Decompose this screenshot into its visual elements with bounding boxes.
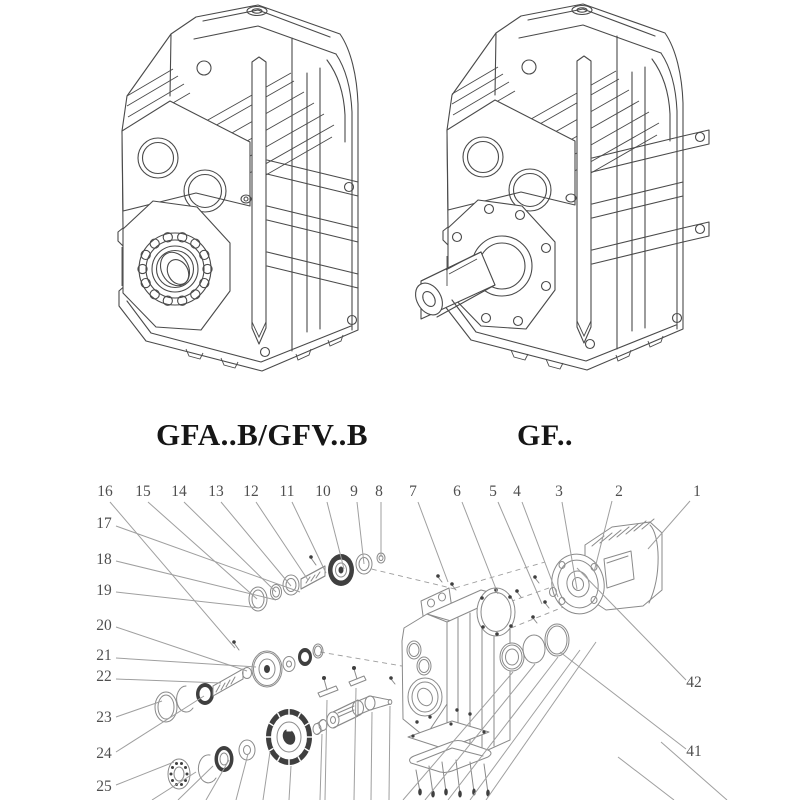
leader-line-1 <box>648 501 690 549</box>
gf-drawing <box>410 4 709 370</box>
callout-number-42: 42 <box>686 674 702 691</box>
right-model-label: GF.. <box>517 419 573 452</box>
gfa-gfv-drawing <box>118 5 358 371</box>
input-shaft-assembly <box>249 553 385 611</box>
shaft-keys <box>318 666 366 697</box>
callout-number-16: 16 <box>97 483 113 500</box>
leader-line-12 <box>256 502 308 580</box>
callout-number-20: 20 <box>96 617 112 634</box>
callout-number-3: 3 <box>555 483 563 500</box>
callout-number-12: 12 <box>243 483 259 500</box>
callout-number-17: 17 <box>96 515 112 532</box>
leader-line-6 <box>462 502 498 594</box>
leader-line-24 <box>116 696 204 752</box>
callout-number-11: 11 <box>279 483 295 500</box>
left-model-label: GFA..B/GFV..B <box>155 417 369 452</box>
leader-line-15 <box>148 502 257 599</box>
leader-line-21 <box>116 658 256 667</box>
leader-line-11 <box>292 502 326 573</box>
callout-number-10: 10 <box>315 483 331 500</box>
electric-motor <box>546 519 662 619</box>
leader-line-18 <box>116 561 276 600</box>
callout-number-9: 9 <box>350 483 358 500</box>
leader-line-41 <box>560 652 686 749</box>
leader-line-19 <box>116 592 259 608</box>
callout-number-13: 13 <box>208 483 224 500</box>
callout-number-15: 15 <box>135 483 151 500</box>
leader-line-25 <box>116 762 174 785</box>
leader-line-13 <box>221 502 291 586</box>
callout-number-7: 7 <box>409 483 417 500</box>
leader-line-20 <box>116 627 247 671</box>
callout-number-18: 18 <box>96 551 112 568</box>
leader-line-17 <box>116 526 300 592</box>
callout-number-41: 41 <box>686 743 702 760</box>
callout-number-5: 5 <box>489 483 497 500</box>
callout-number-24: 24 <box>96 745 112 762</box>
callout-number-23: 23 <box>96 709 112 726</box>
callout-number-1: 1 <box>693 483 701 500</box>
exploded-view <box>96 483 727 800</box>
callout-number-8: 8 <box>375 483 383 500</box>
callout-number-4: 4 <box>513 483 521 500</box>
callout-number-22: 22 <box>96 668 112 685</box>
callout-number-25: 25 <box>96 778 112 795</box>
leader-line-22 <box>116 679 221 683</box>
callout-number-21: 21 <box>96 647 112 664</box>
callout-number-19: 19 <box>96 582 112 599</box>
callout-number-2: 2 <box>615 483 623 500</box>
leader-line-4 <box>522 502 558 597</box>
callout-number-6: 6 <box>453 483 461 500</box>
leader-line-5 <box>498 502 542 604</box>
leader-line-7 <box>418 502 448 582</box>
callout-number-14: 14 <box>171 483 187 500</box>
